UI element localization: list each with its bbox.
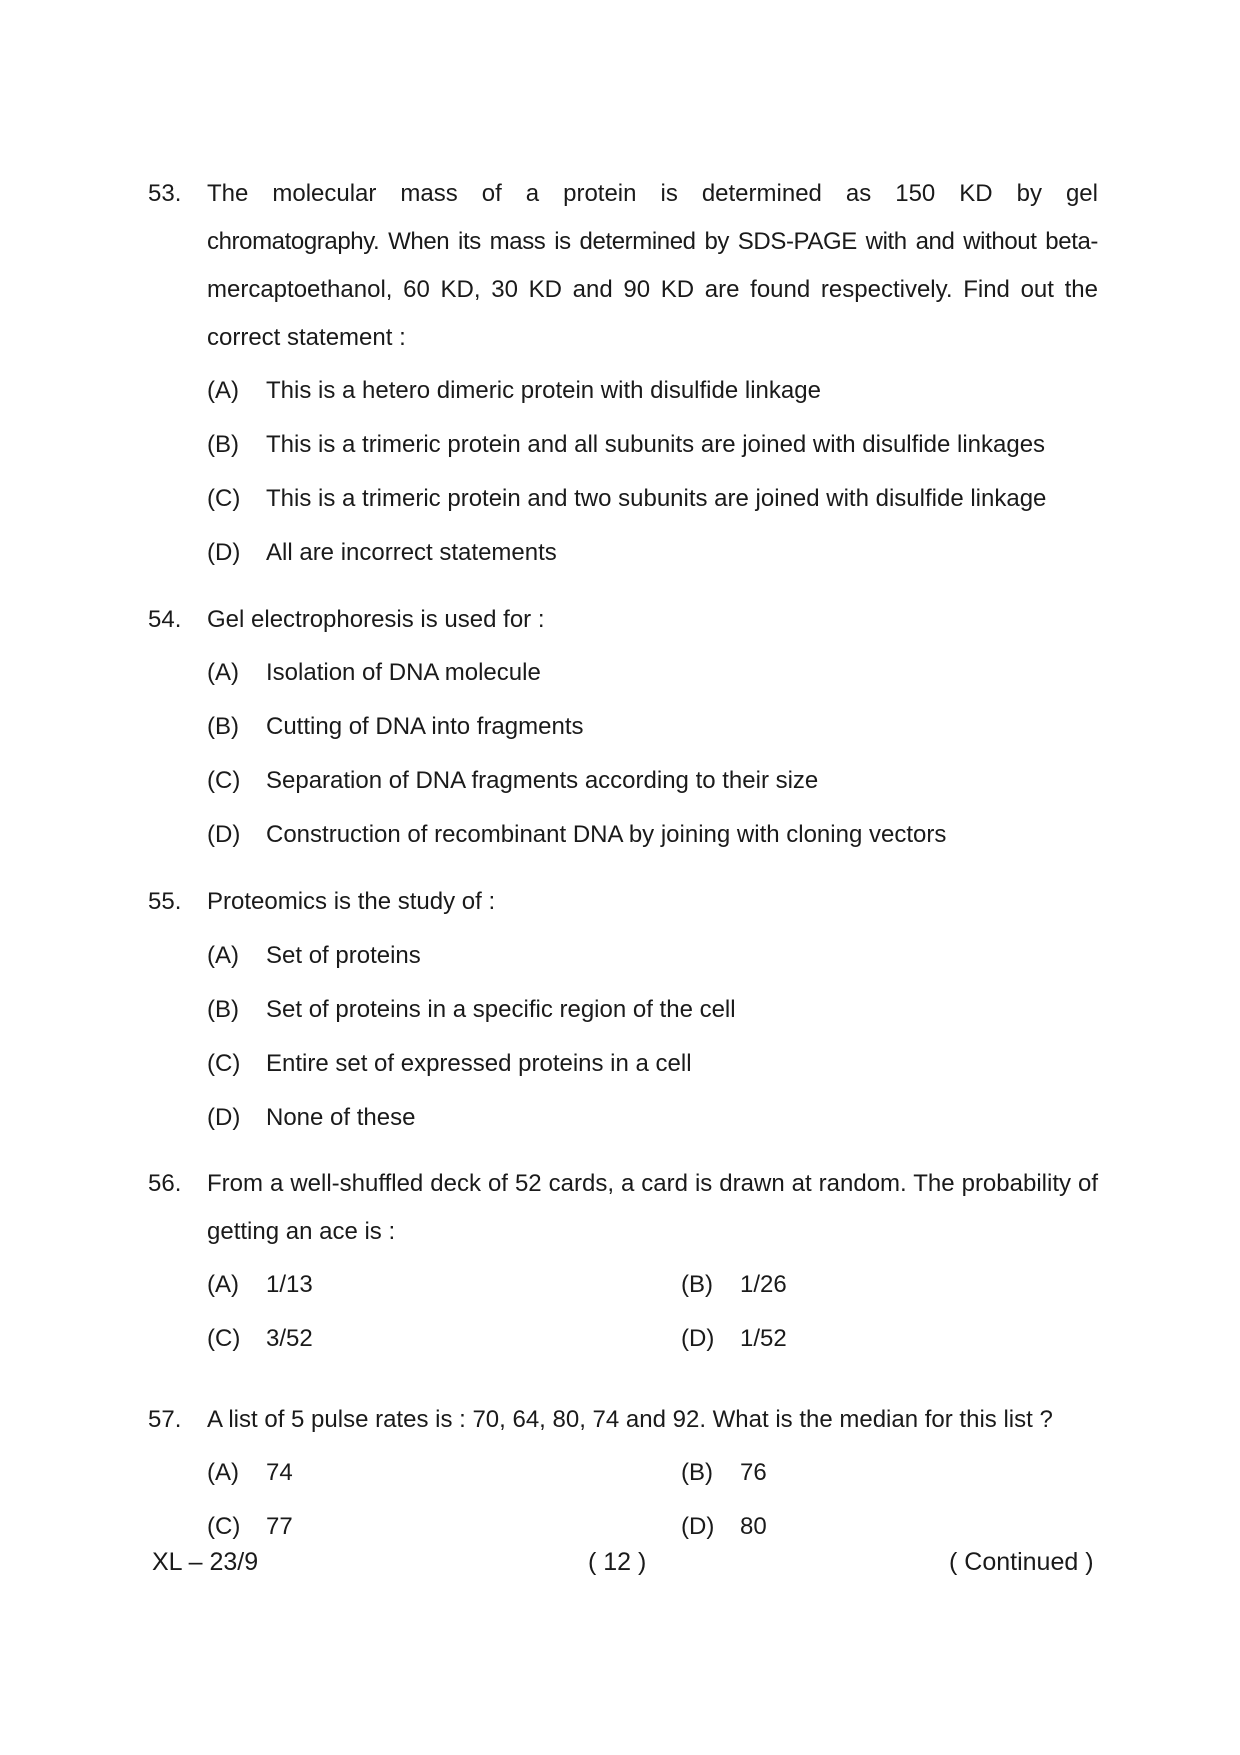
option-text: 77 <box>266 1513 293 1540</box>
option-text: 76 <box>740 1459 767 1486</box>
options-row <box>207 1258 1098 1312</box>
continued-label: ( Continued ) <box>949 1548 1094 1576</box>
option-a[interactable] <box>207 646 1098 700</box>
option-text: This is a trimeric protein and two subunits are joined with disulfide linkage <box>266 485 1047 512</box>
option-text: Separation of DNA fragments according to their size <box>266 767 819 794</box>
option-text: 80 <box>740 1513 767 1540</box>
options-list <box>207 929 1098 1145</box>
question-number: 53. <box>148 180 182 207</box>
question-text: Gel electrophoresis is used for : <box>207 606 545 633</box>
options-row <box>207 1446 1098 1500</box>
option-text: Construction of recombinant DNA by joining with cloning vectors <box>266 821 947 848</box>
option-label: (B) <box>207 996 239 1023</box>
option-label: (A) <box>207 1271 239 1298</box>
option-label: (A) <box>207 1459 239 1486</box>
option-text: None of these <box>266 1104 416 1131</box>
option-text: 74 <box>266 1459 293 1486</box>
option-label: (D) <box>681 1513 715 1540</box>
question-text-line: From a well-shuffled deck of 52 cards, a card is drawn at random. The probability of <box>207 1170 1098 1197</box>
option-c[interactable] <box>207 1037 1098 1091</box>
question-text <box>207 1160 1098 1256</box>
option-label: (D) <box>207 821 241 848</box>
option-label: (B) <box>207 431 239 458</box>
option-label: (B) <box>681 1459 713 1486</box>
option-label: (C) <box>207 1325 241 1352</box>
option-label: (B) <box>207 713 239 740</box>
options-list <box>207 1258 1098 1366</box>
question-54 <box>148 596 1098 862</box>
option-d[interactable] <box>207 808 1098 862</box>
option-label: (A) <box>207 377 239 404</box>
option-text: Set of proteins in a specific region of the cell <box>266 996 736 1023</box>
option-label: (D) <box>681 1325 715 1352</box>
question-number: 56. <box>148 1170 182 1197</box>
question-text-line: mercaptoethanol, 60 KD, 30 KD and 90 KD are found respectively. Find out the <box>207 276 1098 303</box>
options-row <box>207 1500 1098 1554</box>
question-57 <box>148 1396 1098 1554</box>
options-list <box>207 364 1098 580</box>
question-text: Proteomics is the study of : <box>207 888 496 915</box>
option-b[interactable] <box>207 418 1098 472</box>
option-label: (D) <box>207 539 241 566</box>
question-text <box>207 170 1098 362</box>
question-53 <box>148 170 1098 580</box>
options-row <box>207 1312 1098 1366</box>
question-number: 57. <box>148 1406 182 1433</box>
option-d[interactable] <box>207 1091 1098 1145</box>
question-56 <box>148 1160 1098 1366</box>
option-text: Set of proteins <box>266 942 421 969</box>
options-list <box>207 1446 1098 1554</box>
option-c[interactable] <box>207 472 1098 526</box>
option-text: This is a trimeric protein and all subunits are joined with disulfide linkages <box>266 431 1046 458</box>
option-text: Entire set of expressed proteins in a cell <box>266 1050 692 1077</box>
option-label: (C) <box>207 767 241 794</box>
paper-code: XL – 23/9 <box>152 1548 259 1576</box>
option-label: (A) <box>207 942 239 969</box>
option-label: (A) <box>207 659 239 686</box>
option-text: 1/52 <box>740 1325 787 1352</box>
options-list <box>207 646 1098 862</box>
question-text-line: correct statement : <box>207 324 406 351</box>
question-number: 54. <box>148 606 182 633</box>
option-b[interactable] <box>207 983 1098 1037</box>
question-number: 55. <box>148 888 182 915</box>
option-label: (C) <box>207 1050 241 1077</box>
option-label: (C) <box>207 1513 241 1540</box>
question-55 <box>148 878 1098 1145</box>
option-c[interactable] <box>207 754 1098 808</box>
option-text: Isolation of DNA molecule <box>266 659 541 686</box>
option-text: This is a hetero dimeric protein with disulfide linkage <box>266 377 821 404</box>
option-text: 1/26 <box>740 1271 787 1298</box>
option-b[interactable] <box>207 700 1098 754</box>
option-a[interactable] <box>207 929 1098 983</box>
option-a[interactable] <box>207 364 1098 418</box>
question-text-line: chromatography. When its mass is determined by SDS-PAGE with and without beta- <box>207 228 1098 255</box>
option-d[interactable] <box>207 526 1098 580</box>
page-number: ( 12 ) <box>588 1548 647 1576</box>
option-text: All are incorrect statements <box>266 539 557 566</box>
option-label: (C) <box>207 485 241 512</box>
option-text: 3/52 <box>266 1325 313 1352</box>
option-label: (B) <box>681 1271 713 1298</box>
question-text-line: The molecular mass of a protein is determined as 150 KD by gel <box>207 180 1098 207</box>
option-label: (D) <box>207 1104 241 1131</box>
question-text-line: getting an ace is : <box>207 1218 396 1245</box>
question-text: A list of 5 pulse rates is : 70, 64, 80, 74 and 92. What is the median for this list ? <box>207 1406 1053 1433</box>
option-text: Cutting of DNA into fragments <box>266 713 584 740</box>
option-text: 1/13 <box>266 1271 313 1298</box>
